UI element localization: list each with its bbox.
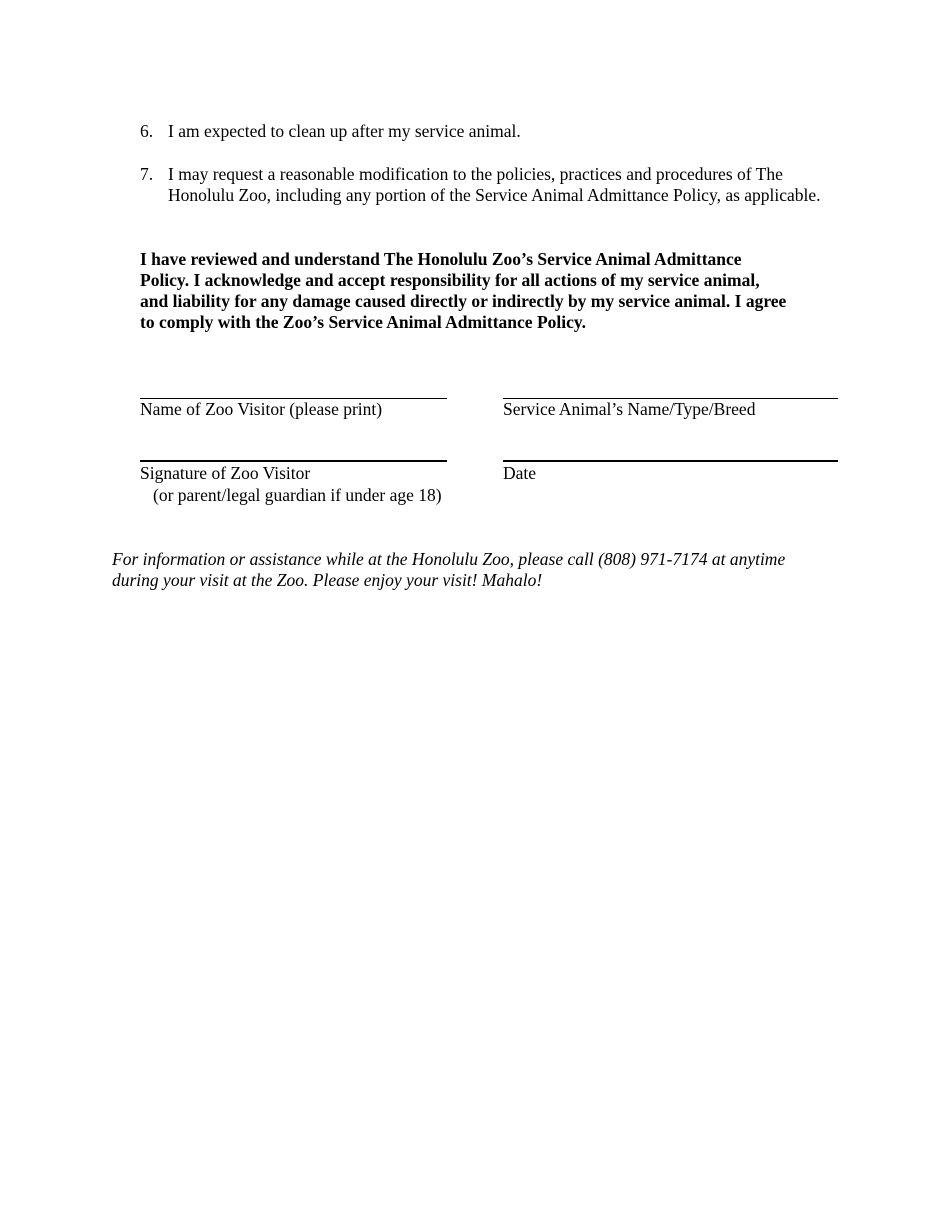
date-line: [503, 460, 838, 462]
list-item-text: I am expected to clean up after my service animal.: [168, 121, 521, 141]
list-item-number: 6.: [140, 121, 154, 141]
guardian-note: (or parent/legal guardian if under age 18): [153, 485, 442, 505]
date-label: Date: [503, 463, 537, 483]
visitor-name-label: Name of Zoo Visitor (please print): [140, 399, 383, 419]
list-item-number: 7.: [140, 164, 154, 184]
signature-label: Signature of Zoo Visitor: [140, 463, 311, 483]
service-animal-label: Service Animal’s Name/Type/Breed: [503, 399, 756, 419]
contact-note: For information or assistance while at the Honolulu Zoo, please call (808) 971-7174 at anytime during your visit at the Zoo. Please enjoy your visit! Mahalo!: [112, 549, 786, 590]
acknowledgement-statement: I have reviewed and understand The Honolulu Zoo’s Service Animal Admittance Policy. I acknowledge and accept responsibility for all actions of my service animal, and liability for any damage caused directly or indirectly by my service animal. I agree to comply with the Zoo’s Service Animal Admittance Policy.: [140, 249, 787, 332]
signature-line: [140, 460, 447, 462]
list-item-text: I may request a reasonable modification to the policies, practices and procedures of The Honolulu Zoo, including any portion of the Service Animal Admittance Policy, as applicable.: [168, 164, 821, 205]
